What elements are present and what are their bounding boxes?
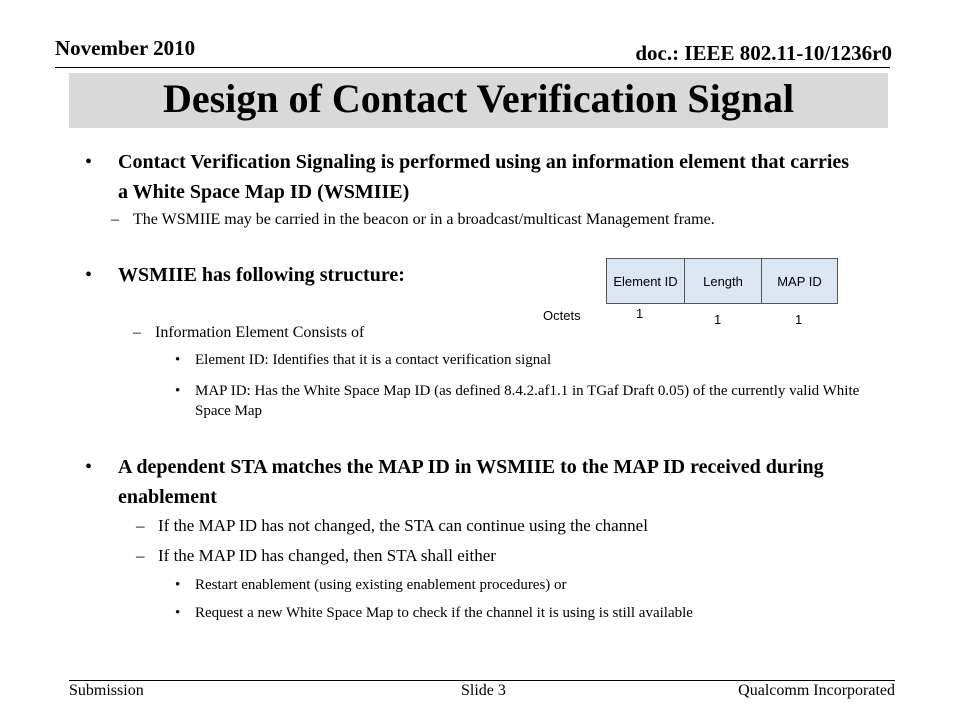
footer-slide-number: Slide 3 xyxy=(461,682,506,699)
item-request-map xyxy=(175,603,885,623)
header-divider xyxy=(55,67,890,68)
sub-bullet-text: If the MAP ID has changed, then STA shall either xyxy=(158,546,496,565)
octet-map-id: 1 xyxy=(795,312,803,327)
dash-icon: – xyxy=(133,324,141,341)
field-map-id: MAP ID xyxy=(762,259,838,304)
bullet-icon: • xyxy=(175,383,181,399)
sub-bullet-changed xyxy=(136,546,888,566)
octets-label: Octets xyxy=(543,308,581,323)
item-text: Restart enablement (using existing enablement procedures) or xyxy=(195,577,567,593)
bullet-text: Contact Verification Signaling is performed using an information element that carries a White Space Map ID (WSMIIE) xyxy=(118,151,850,203)
bullet-dependent-sta xyxy=(85,452,858,512)
footer-divider xyxy=(69,680,895,681)
bullet-text: WSMIIE has following structure: xyxy=(118,264,405,286)
item-map-id xyxy=(175,381,885,421)
item-text: Element ID: Identifies that it is a contact verification signal xyxy=(195,352,552,368)
sub-bullet-text: Information Element Consists of xyxy=(155,324,365,341)
bullet-icon: • xyxy=(175,577,181,593)
field-length: Length xyxy=(685,259,762,304)
bullet-icon: • xyxy=(85,151,93,173)
bullet-contact-verification xyxy=(85,147,858,207)
sub-bullet-ie-consists xyxy=(133,323,515,343)
ie-structure-table xyxy=(606,258,838,304)
sub-bullet-text: If the MAP ID has not changed, the STA can continue using the channel xyxy=(158,516,648,535)
sub-bullet-text: The WSMIIE may be carried in the beacon or in a broadcast/multicast Management frame. xyxy=(133,211,715,228)
footer-company: Qualcomm Incorporated xyxy=(738,682,895,699)
item-text: MAP ID: Has the White Space Map ID (as defined 8.4.2.af1.1 in TGaf Draft 0.05) of the currently valid White Space Map xyxy=(195,383,860,419)
bullet-text: A dependent STA matches the MAP ID in WSMIIE to the MAP ID received during enablement xyxy=(118,456,824,508)
dash-icon: – xyxy=(136,516,145,535)
sub-bullet-carried xyxy=(111,210,893,230)
bullet-icon: • xyxy=(85,264,93,286)
header-doc-id: doc.: IEEE 802.11-10/1236r0 xyxy=(635,41,892,65)
sub-bullet-not-changed xyxy=(136,516,888,536)
footer-submission: Submission xyxy=(69,682,144,699)
dash-icon: – xyxy=(111,211,119,228)
octet-length: 1 xyxy=(714,312,722,327)
item-restart-enablement xyxy=(175,575,885,595)
field-element-id: Element ID xyxy=(607,259,685,304)
bullet-structure xyxy=(85,260,598,290)
dash-icon: – xyxy=(136,546,145,565)
octet-element-id: 1 xyxy=(636,306,644,321)
bullet-icon: • xyxy=(175,352,181,368)
item-element-id xyxy=(175,350,885,370)
bullet-icon: • xyxy=(85,456,93,478)
header-date: November 2010 xyxy=(55,36,196,60)
item-text: Request a new White Space Map to check if the channel it is using is still available xyxy=(195,605,693,621)
bullet-icon: • xyxy=(175,605,181,621)
slide-title: Design of Contact Verification Signal xyxy=(162,76,795,121)
